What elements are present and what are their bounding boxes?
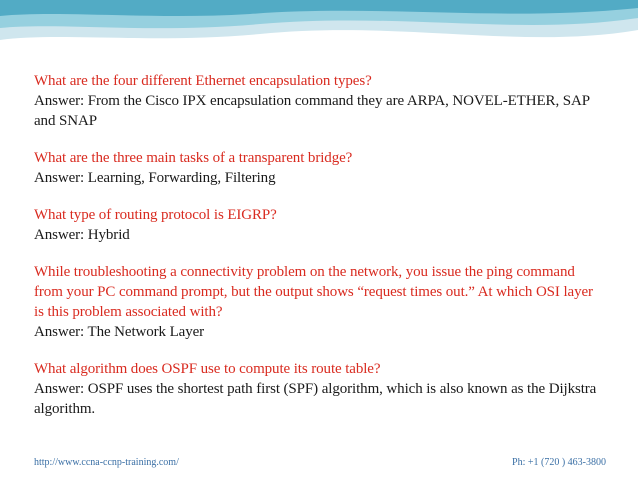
qa-item-5 [34,359,604,419]
slide-footer [34,457,606,471]
question-1: What are the four different Ethernet encapsulation types? [34,73,372,89]
footer-phone-number: Ph: +1 (720 ) 463-3800 [512,457,606,468]
qa-item-4 [34,262,604,342]
qa-item-1 [34,71,604,131]
header-wave-decoration [0,0,638,50]
qa-item-2 [34,148,604,188]
question-2: What are the three main tasks of a transparent bridge? [34,150,353,166]
qa-item-3 [34,205,604,245]
answer-3: Answer: Hybrid [34,227,130,243]
question-4: While troubleshooting a connectivity problem on the network, you issue the ping command from your PC command prompt, but the output shows “request times out.” At which OSI layer is this problem associated with? [34,264,593,320]
question-5: What algorithm does OSPF use to compute its route table? [34,361,381,377]
question-3: What type of routing protocol is EIGRP? [34,207,277,223]
wave-graphic [0,0,638,50]
qa-list [34,71,604,436]
footer-website-link[interactable]: http://www.ccna-ccnp-training.com/ [34,457,179,468]
answer-5: Answer: OSPF uses the shortest path first (SPF) algorithm, which is also known as the Dijkstra algorithm. [34,381,597,417]
answer-2: Answer: Learning, Forwarding, Filtering [34,170,276,186]
answer-1: Answer: From the Cisco IPX encapsulation command they are ARPA, NOVEL-ETHER, SAP and SNAP [34,93,590,129]
answer-4: Answer: The Network Layer [34,324,205,340]
